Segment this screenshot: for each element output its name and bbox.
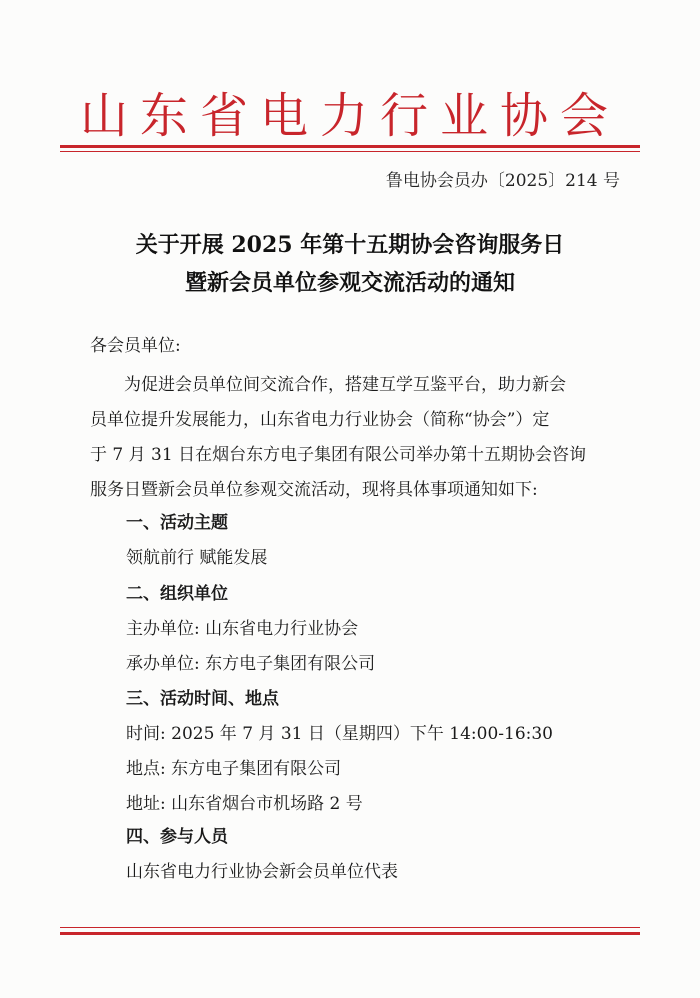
letterhead-rule-thin: [60, 151, 640, 152]
section-heading-organizers: 二、组织单位: [126, 584, 228, 604]
intro-line: 服务日暨新会员单位参观交流活动，现将具体事项通知如下:: [90, 480, 538, 500]
intro-line: 于 7 月 31 日在烟台东方电子集团有限公司举办第十五期协会咨询: [90, 445, 587, 465]
title-line-2: 暨新会员单位参观交流活动的通知: [184, 270, 515, 296]
event-venue: 地点: 东方电子集团有限公司: [126, 759, 342, 779]
organizer-unit: 承办单位: 东方电子集团有限公司: [126, 654, 376, 674]
document-title: [70, 226, 630, 302]
footer-rule-thin: [60, 927, 640, 928]
document-number: 鲁电协会员办〔2025〕214 号: [385, 171, 620, 191]
organization-letterhead: 山东省电力行业协会: [79, 88, 620, 144]
section-heading-theme: 一、活动主题: [126, 513, 228, 533]
participants-text: 山东省电力行业协会新会员单位代表: [126, 862, 398, 882]
section-heading-time-venue: 三、活动时间、地点: [126, 689, 279, 709]
event-address: 地址: 山东省烟台市机场路 2 号: [126, 794, 363, 814]
host-unit: 主办单位: 山东省电力行业协会: [126, 619, 359, 639]
intro-line: 为促进会员单位间交流合作，搭建互学互鉴平台，助力新会: [124, 375, 566, 395]
title-line-1: 关于开展 2025 年第十五期协会咨询服务日: [135, 232, 565, 258]
letterhead-rule-thick: [60, 145, 640, 148]
event-time: 时间: 2025 年 7 月 31 日（星期四）下午 14:00-16:30: [126, 724, 553, 744]
intro-line: 员单位提升发展能力，山东省电力行业协会（简称“协会”）定: [90, 410, 550, 430]
salutation: 各会员单位:: [90, 336, 181, 356]
footer-rule-thick: [60, 932, 640, 935]
intro-paragraph: [90, 368, 630, 508]
theme-text: 领航前行 赋能发展: [126, 548, 268, 568]
section-heading-participants: 四、参与人员: [126, 827, 228, 847]
